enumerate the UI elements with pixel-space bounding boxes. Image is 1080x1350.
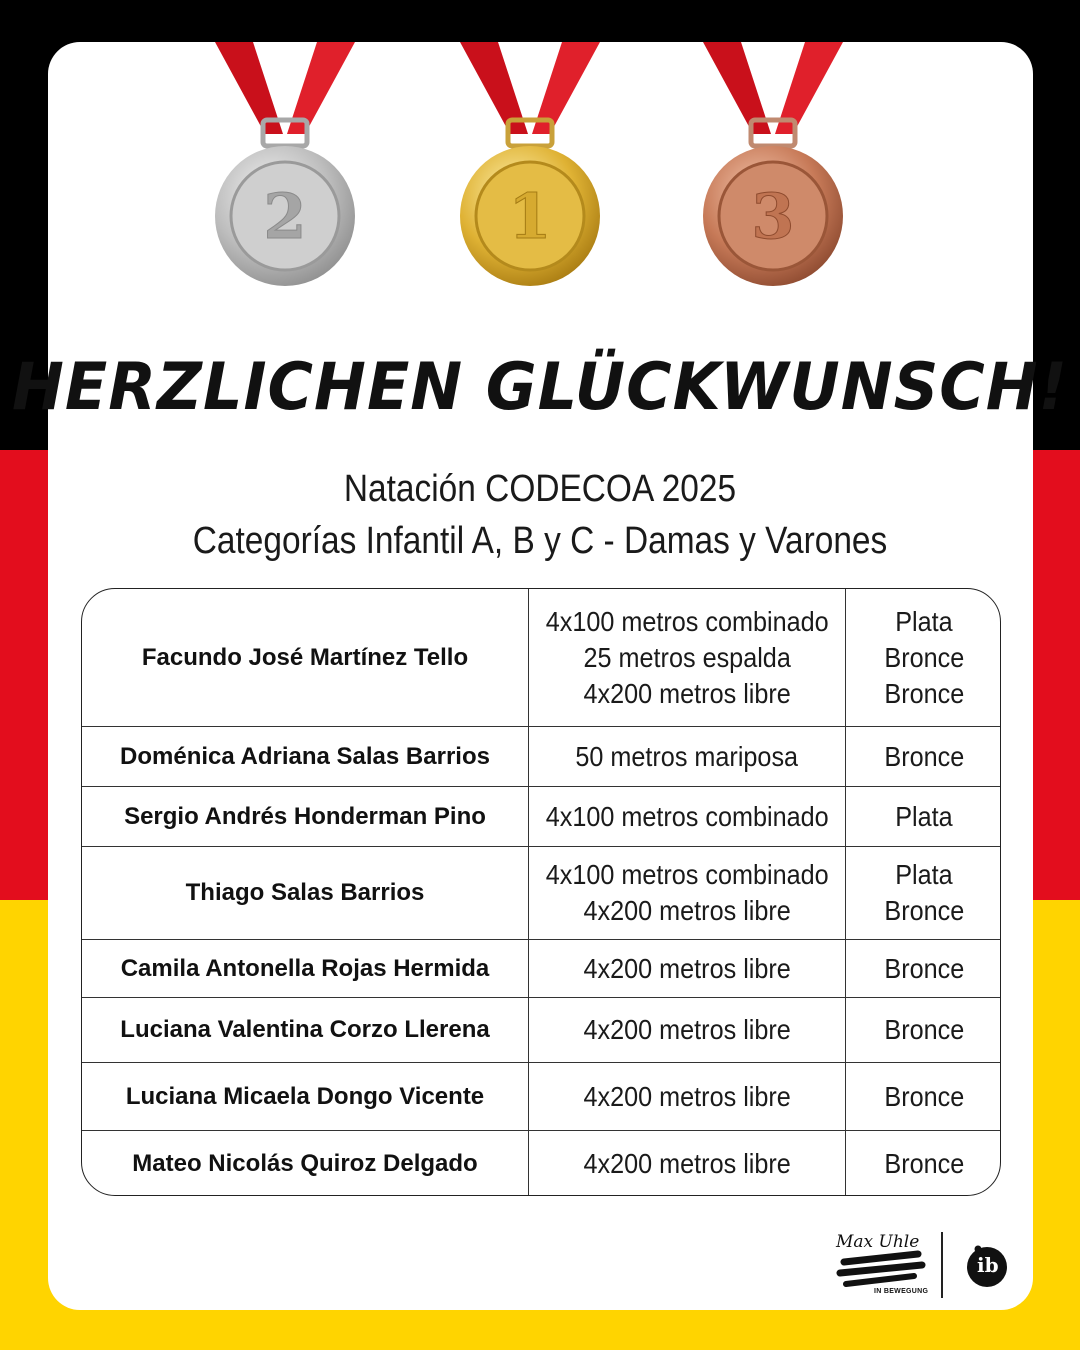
- table-row: [82, 727, 1001, 787]
- event-name: 25 metros espalda: [583, 641, 791, 673]
- event-name: 4x100 metros combinado: [545, 605, 829, 637]
- silver-medal-icon: [205, 42, 365, 292]
- medal-result: Plata: [895, 605, 953, 637]
- svg-text:3: 3: [751, 180, 795, 253]
- table-row: [82, 998, 1001, 1063]
- event-name: 4x100 metros combinado: [545, 859, 829, 890]
- event-name: 4x200 metros libre: [583, 952, 791, 984]
- school-tagline: IN BEWEGUNG: [874, 1288, 929, 1295]
- subtitle-categories: Categorías Infantil A, B y C - Damas y Varones: [192, 520, 888, 562]
- results-table: [81, 588, 1001, 1196]
- medal-result: Bronce: [884, 677, 964, 709]
- medal-result: Plata: [895, 800, 953, 832]
- athlete-name: Luciana Micaela Dongo Vicente: [125, 1082, 485, 1110]
- athlete-name: Thiago Salas Barrios: [185, 879, 425, 906]
- medal-result: Bronce: [884, 895, 964, 926]
- table-row: [82, 589, 1001, 727]
- event-name: 4x200 metros libre: [583, 1014, 791, 1045]
- athlete-name: Facundo José Martínez Tello: [141, 643, 469, 671]
- svg-text:1: 1: [508, 180, 552, 253]
- svg-text:2: 2: [263, 180, 307, 253]
- gold-medal-icon: [450, 42, 610, 292]
- medal-result: Plata: [895, 859, 953, 890]
- table-row: [82, 847, 1001, 940]
- medal-result: Bronce: [884, 1014, 964, 1045]
- medal-result: Bronce: [884, 1148, 964, 1179]
- athlete-name: Luciana Valentina Corzo Llerena: [120, 1016, 490, 1043]
- table-row: [82, 787, 1001, 847]
- medal-result: Bronce: [884, 641, 964, 673]
- table-row: [82, 1131, 1001, 1196]
- athlete-name: Camila Antonella Rojas Hermida: [120, 954, 490, 982]
- event-name: 4x200 metros libre: [583, 895, 791, 926]
- school-logo: [830, 1228, 930, 1300]
- event-name: 50 metros mariposa: [575, 740, 799, 772]
- ib-mark: ib: [977, 1253, 999, 1277]
- athlete-name: Sergio Andrés Honderman Pino: [124, 802, 486, 830]
- event-name: 4x200 metros libre: [583, 1148, 791, 1179]
- subtitle-event: Natación CODECOA 2025: [343, 468, 737, 510]
- event-name: 4x200 metros libre: [583, 1080, 791, 1112]
- bronze-medal-icon: [693, 42, 853, 292]
- athlete-name: Mateo Nicolás Quiroz Delgado: [132, 1150, 478, 1177]
- athlete-name: Doménica Adriana Salas Barrios: [120, 742, 490, 770]
- medal-result: Bronce: [884, 1080, 964, 1112]
- school-name: Max Uhle: [836, 1232, 920, 1252]
- logo-divider: [941, 1232, 943, 1298]
- medal-result: Bronce: [884, 740, 964, 772]
- table-row: [82, 1063, 1001, 1131]
- event-name: 4x100 metros combinado: [545, 800, 829, 832]
- headline: HERZLICHEN GLÜCKWUNSCH!: [12, 348, 1068, 425]
- medal-result: Bronce: [884, 952, 964, 984]
- ib-logo: [962, 1240, 1012, 1290]
- event-name: 4x200 metros libre: [583, 677, 791, 709]
- table-row: [82, 940, 1001, 998]
